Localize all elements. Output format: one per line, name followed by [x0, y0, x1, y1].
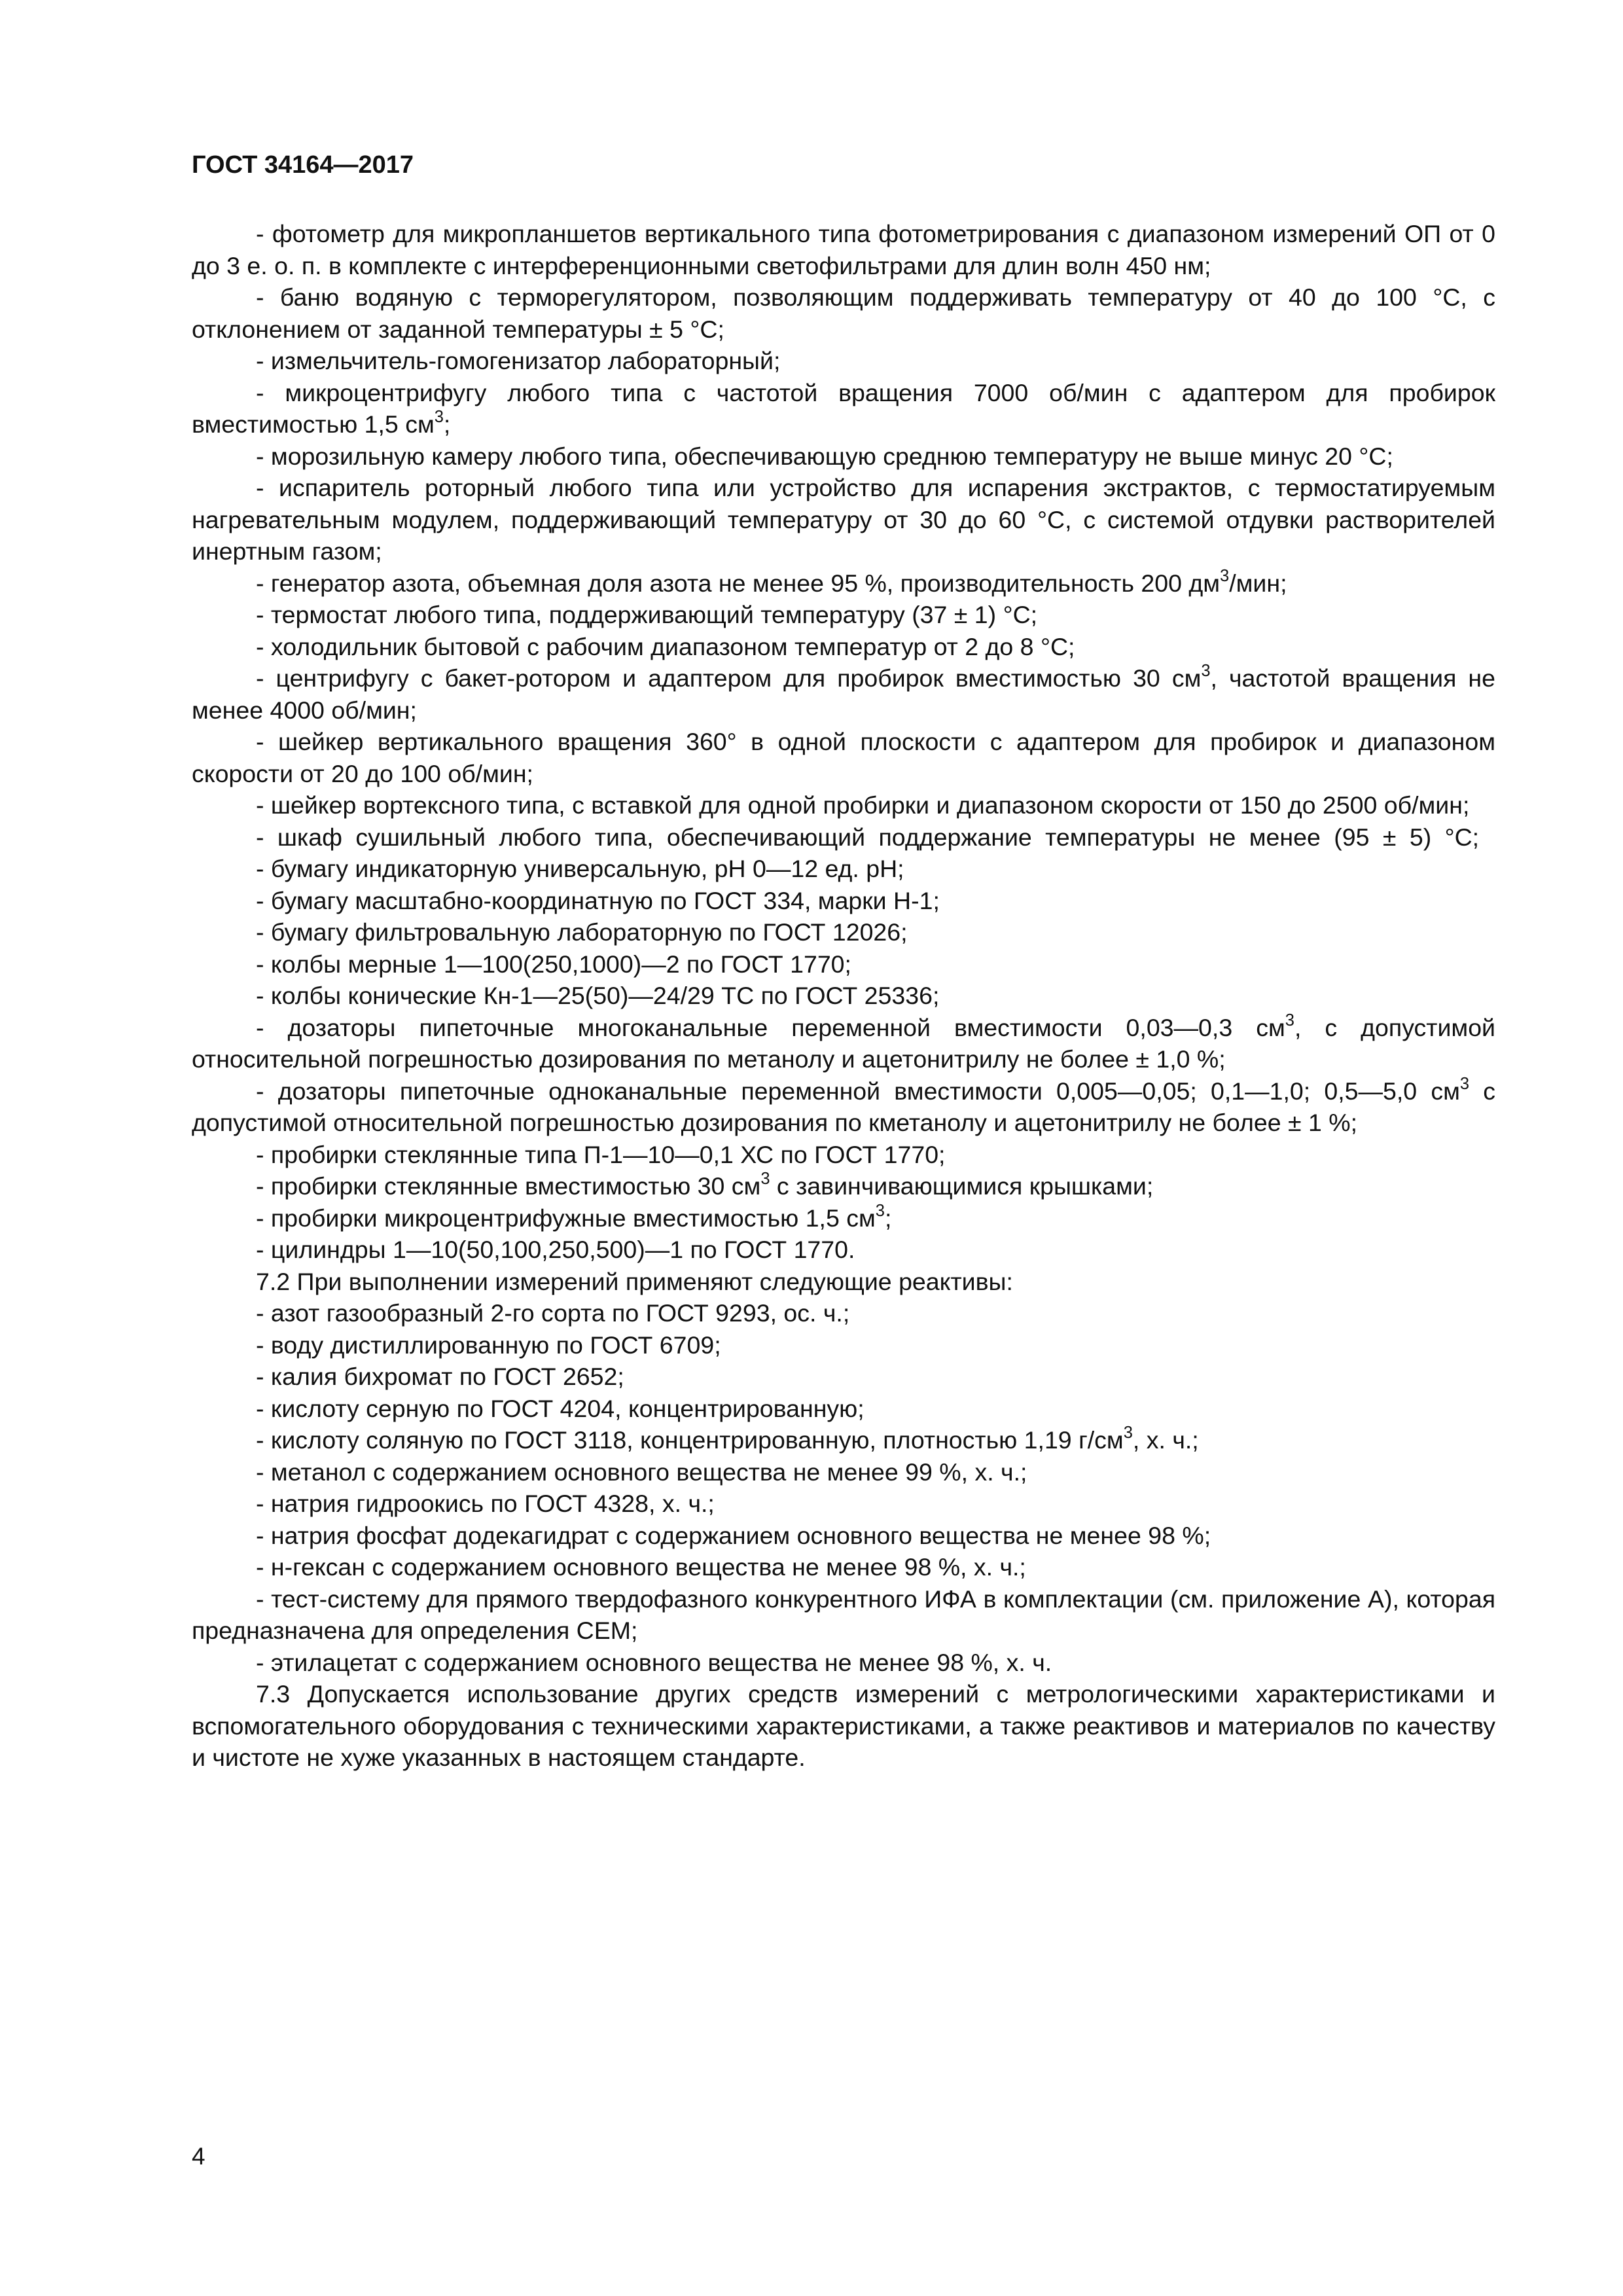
paragraph: - баню водяную с терморегулятором, позволяющим поддерживать температуру от 40 до 100 °С, с отклонением от заданной температуры ± 5 °С; — [192, 283, 1495, 343]
paragraph: - центрифугу с бакет-ротором и адаптером для пробирок вместимостью 30 $см^3$, частотой вращения не менее 4000 об/мин; — [192, 662, 1495, 724]
paragraph: - калия бихромат по ГОСТ 2652; — [256, 1363, 624, 1390]
document-body — [192, 218, 1495, 1774]
paragraph: - натрия гидроокись по ГОСТ 4328, х. ч.; — [256, 1490, 715, 1517]
paragraph: - колбы мерные 1—100(250,1000)—2 по ГОСТ 1770; — [256, 950, 851, 978]
paragraph: - фотометр для микропланшетов вертикального типа фотометрирования с диапазоном измерений ОП от 0 до 3 е. о. п. в комплекте с интерференционными светофильтрами для длин волн 450 нм; — [192, 220, 1495, 279]
paragraph: - тест-систему для прямого твердофазного конкурентного ИФА в комплектации (см. приложение А), которая предназначена для определения СЕМ; — [192, 1585, 1495, 1644]
paragraph: - бумагу масштабно-координатную по ГОСТ 334, марки Н-1; — [256, 886, 940, 914]
paragraph: - метанол с содержанием основного вещества не менее 99 %, х. ч.; — [256, 1458, 1027, 1486]
paragraph: - микроцентрифугу любого типа с частотой вращения 7000 об/мин с адаптером для пробирок вместимостью 1,5 $см^3$; — [192, 378, 1495, 438]
paragraph: - натрия фосфат додекагидрат с содержанием основного вещества не менее 98 %; — [256, 1521, 1211, 1549]
paragraph: - холодильник бытовой с рабочим диапазоном температур от 2 до 8 °С; — [256, 632, 1075, 660]
paragraph: - шейкер вертикального вращения 360° в одной плоскости с адаптером для пробирок и диапазоном скорости от 20 до 100 об/мин; — [192, 728, 1495, 787]
paragraph: - шкаф сушильный любого типа, обеспечивающий поддержание температуры не менее (95 ± 5) °С; — [256, 823, 1480, 851]
paragraph: - цилиндры 1—10(50,100,250,500)—1 по ГОСТ 1770. — [256, 1236, 855, 1263]
paragraph: - шейкер вортексного типа, с вставкой для одной пробирки и диапазоном скорости от 150 до 2500 об/мин; — [256, 791, 1470, 819]
paragraph: - этилацетат с содержанием основного вещества не менее 98 %, х. ч. — [256, 1648, 1052, 1676]
paragraph: - пробирки микроцентрифужные вместимостью 1,5 $см^3$; — [256, 1201, 892, 1232]
paragraph: - дозаторы пипеточные многоканальные переменной вместимости 0,03—0,3 $см^3$, с допустимой относительной погрешностью дозирования по метанолу и ацетонитрилу не более ± 1,0 %; — [192, 1011, 1496, 1073]
paragraph: - кислоту соляную по ГОСТ 3118, концентрированную, плотностью 1,19 $г/см^3$, х. ч.; — [256, 1424, 1199, 1454]
paragraph: - термостат любого типа, поддерживающий температуру (37 ± 1) °С; — [256, 601, 1038, 628]
section-heading: 7.2 При выполнении измерений применяют следующие реактивы: — [256, 1267, 1013, 1295]
paragraph: - испаритель роторный любого типа или устройство для испарения экстрактов, с термостатируемым нагревательным модулем, поддерживающий температуру от 30 до 60 °С, с системой отдувки растворителей инертным газом; — [192, 474, 1495, 565]
paragraph: - азот газообразный 2-го сорта по ГОСТ 9293, ос. ч.; — [256, 1299, 850, 1327]
paragraph: - колбы конические Кн-1—25(50)—24/29 ТС по ГОСТ 25336; — [256, 982, 940, 1009]
page-number: 4 — [192, 2143, 205, 2170]
paragraph: - бумагу фильтровальную лабораторную по ГОСТ 12026; — [256, 918, 908, 946]
paragraph: - морозильную камеру любого типа, обеспечивающую среднюю температуру не выше минус 20 °С; — [256, 442, 1393, 470]
paragraph: - пробирки стеклянные типа П-1—10—0,1 ХС по ГОСТ 1770; — [256, 1140, 946, 1168]
paragraph: - н-гексан с содержанием основного вещества не менее 98 %, х. ч.; — [256, 1553, 1026, 1581]
paragraph: - кислоту серную по ГОСТ 4204, концентрированную; — [256, 1394, 865, 1422]
paragraph: - дозаторы пипеточные одноканальные переменной вместимости 0,005—0,05; 0,1—1,0; 0,5—5,0 $см^3$ с допустимой относительной погрешностью дозирования по кметанолу и ацетонитрилу не более ± 1 %; — [192, 1074, 1496, 1136]
paragraph: - бумагу индикаторную универсальную, рН 0—12 ед. рН; — [256, 855, 904, 882]
paragraph: - воду дистиллированную по ГОСТ 6709; — [256, 1331, 721, 1359]
paragraph: - измельчитель-гомогенизатор лабораторный; — [256, 347, 781, 374]
document-header: ГОСТ 34164—2017 — [192, 151, 414, 179]
section-paragraph: 7.3 Допускается использование других средств измерений с метрологическими характеристиками и вспомогательного оборудования с техническими характеристиками, а также реактивов и материалов по качеству и чистоте не хуже указанных в настоящем стандарте. — [192, 1680, 1495, 1771]
paragraph: - пробирки стеклянные вместимостью 30 $см^3$ с завинчивающимися крышками; — [256, 1170, 1154, 1200]
paragraph: - генератор азота, объемная доля азота не менее 95 %, производительность 200 $дм^3$/мин; — [256, 566, 1287, 597]
